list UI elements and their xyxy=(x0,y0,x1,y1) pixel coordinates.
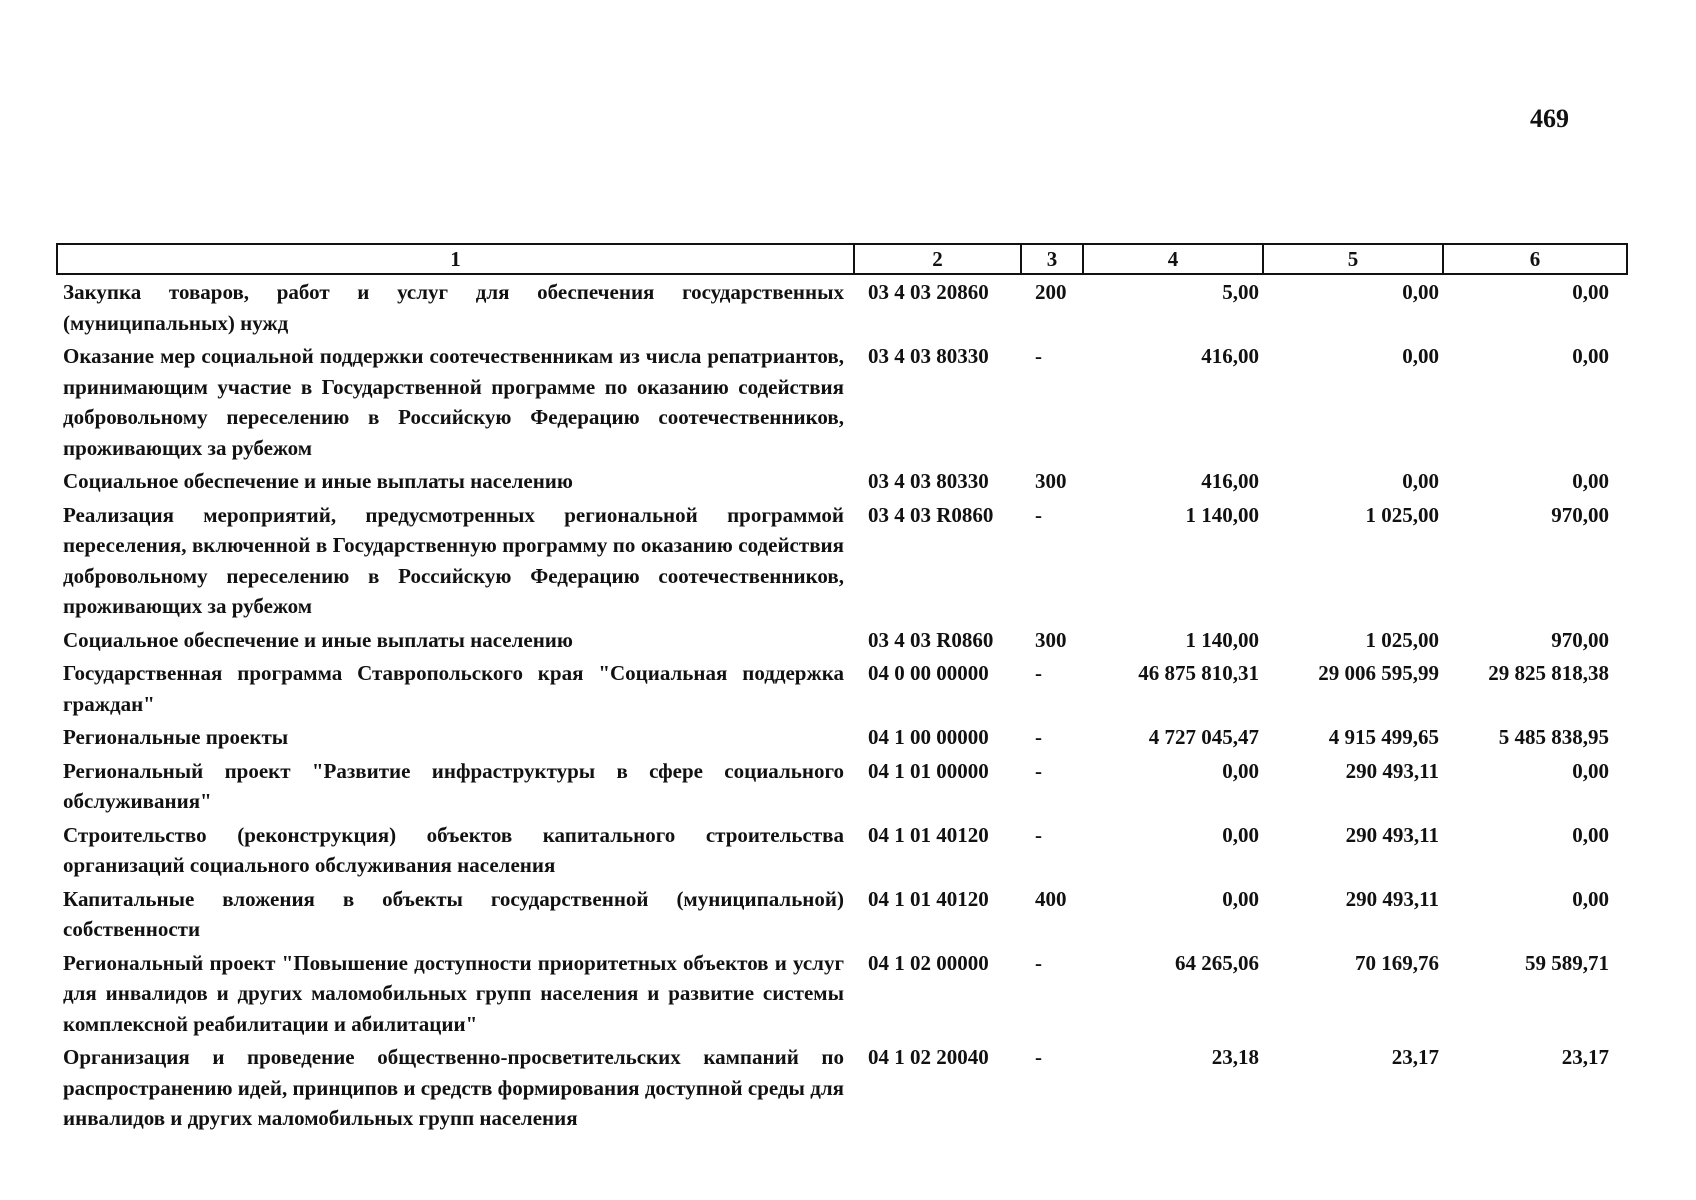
row-name: Региональные проекты xyxy=(63,725,289,749)
row-name: Региональный проект "Повышение доступности приоритетных объектов и услуг для инвалидов и других маломобильных групп населения и развитие системы комплексной реабилитации и абилитации" xyxy=(63,950,844,1036)
row-value-4: 4 727 045,47 xyxy=(1148,725,1259,749)
row-expense-type: - xyxy=(1035,344,1042,368)
row-value-6: 0,00 xyxy=(1572,469,1609,493)
row-code: 04 1 00 00000 xyxy=(868,725,989,749)
table-row xyxy=(57,274,1627,339)
row-expense-type: 300 xyxy=(1035,469,1067,493)
row-code: 04 1 02 20040 xyxy=(868,1045,989,1069)
row-value-5: 70 169,76 xyxy=(1355,950,1439,975)
row-value-6: 0,00 xyxy=(1572,280,1609,304)
row-value-4: 46 875 810,31 xyxy=(1138,661,1259,685)
row-value-4: 23,18 xyxy=(1211,1045,1259,1069)
row-code: 03 4 03 80330 xyxy=(868,469,989,493)
row-value-6: 0,00 xyxy=(1572,822,1609,847)
table-row xyxy=(57,818,1627,882)
table-row xyxy=(57,623,1627,657)
row-expense-type: - xyxy=(1035,502,1042,527)
row-name: Закупка товаров, работ и услуг для обеспечения государственных (муниципальных) нужд xyxy=(63,280,844,335)
row-value-5: 290 493,11 xyxy=(1345,758,1439,783)
table-row xyxy=(57,946,1627,1041)
page-number: 469 xyxy=(1530,104,1569,133)
row-value-6: 970,00 xyxy=(1551,627,1609,652)
header-row xyxy=(57,244,1627,274)
header-col-4: 4 xyxy=(1083,244,1263,274)
row-expense-type: - xyxy=(1035,822,1042,847)
table-row xyxy=(57,464,1627,498)
table-row xyxy=(57,656,1627,720)
header-col-6: 6 xyxy=(1443,244,1627,274)
row-value-5: 0,00 xyxy=(1402,469,1439,493)
row-code: 03 4 03 80330 xyxy=(868,344,989,368)
row-value-6: 0,00 xyxy=(1572,758,1609,783)
row-expense-type: 400 xyxy=(1035,886,1067,911)
row-code: 04 1 02 00000 xyxy=(868,950,989,975)
row-value-4: 5,00 xyxy=(1222,280,1259,304)
row-value-5: 1 025,00 xyxy=(1365,627,1439,652)
row-value-4: 416,00 xyxy=(1201,344,1259,368)
row-value-4: 64 265,06 xyxy=(1175,950,1259,975)
table-row xyxy=(57,754,1627,818)
table-row xyxy=(57,498,1627,623)
row-name: Социальное обеспечение и иные выплаты населению xyxy=(63,627,573,652)
row-expense-type: - xyxy=(1035,1045,1042,1069)
row-name: Социальное обеспечение и иные выплаты населению xyxy=(63,469,573,493)
row-code: 04 1 01 40120 xyxy=(868,822,989,847)
row-expense-type: 300 xyxy=(1035,627,1067,652)
row-name: Реализация мероприятий, предусмотренных региональной программой переселения, включенной в Государственную программу по оказанию содействия добровольному переселению в Российскую Федерацию соотечественников, проживающих за рубежом xyxy=(63,502,844,618)
row-name: Строительство (реконструкция) объектов капитального строительства организаций социального обслуживания населения xyxy=(63,822,844,877)
row-value-5: 29 006 595,99 xyxy=(1318,661,1439,685)
row-value-4: 416,00 xyxy=(1201,469,1259,493)
row-value-6: 0,00 xyxy=(1572,886,1609,911)
row-code: 03 4 03 20860 xyxy=(868,280,989,304)
row-value-6: 23,17 xyxy=(1561,1045,1609,1069)
row-code: 04 1 01 00000 xyxy=(868,758,989,783)
row-expense-type: - xyxy=(1035,758,1042,783)
row-code: 04 0 00 00000 xyxy=(868,661,989,685)
row-value-5: 290 493,11 xyxy=(1345,822,1439,847)
header-col-3: 3 xyxy=(1021,244,1083,274)
row-code: 03 4 03 R0860 xyxy=(868,502,994,527)
row-value-5: 23,17 xyxy=(1391,1045,1439,1069)
row-value-6: 0,00 xyxy=(1572,344,1609,368)
row-value-5: 1 025,00 xyxy=(1365,502,1439,527)
table-header xyxy=(57,244,1627,274)
row-value-4: 0,00 xyxy=(1222,886,1259,911)
table-row xyxy=(57,1040,1627,1135)
row-value-5: 290 493,11 xyxy=(1345,886,1439,911)
row-name: Государственная программа Ставропольского края "Социальная поддержка граждан" xyxy=(63,661,844,716)
table-body xyxy=(57,274,1627,1135)
row-value-6: 5 485 838,95 xyxy=(1498,725,1609,749)
row-value-4: 0,00 xyxy=(1222,822,1259,847)
row-expense-type: - xyxy=(1035,725,1042,749)
row-expense-type: - xyxy=(1035,950,1042,975)
row-value-4: 1 140,00 xyxy=(1185,627,1259,652)
row-value-4: 0,00 xyxy=(1222,758,1259,783)
row-value-6: 29 825 818,38 xyxy=(1488,661,1609,685)
table-row xyxy=(57,882,1627,946)
budget-table xyxy=(56,243,1628,1135)
row-value-5: 4 915 499,65 xyxy=(1328,725,1439,749)
row-name: Организация и проведение общественно-просветительских кампаний по распространению идей, принципов и средств формирования доступной среды для инвалидов и других маломобильных групп населения xyxy=(63,1045,844,1130)
table-row xyxy=(57,339,1627,464)
header-col-2: 2 xyxy=(854,244,1021,274)
row-value-6: 59 589,71 xyxy=(1525,950,1609,975)
header-col-1: 1 xyxy=(57,244,854,274)
row-value-6: 970,00 xyxy=(1551,502,1609,527)
row-name: Капитальные вложения в объекты государственной (муниципальной) собственности xyxy=(63,886,844,941)
row-value-5: 0,00 xyxy=(1402,344,1439,368)
row-expense-type: - xyxy=(1035,661,1042,685)
row-code: 03 4 03 R0860 xyxy=(868,627,994,652)
table-row xyxy=(57,720,1627,754)
row-value-5: 0,00 xyxy=(1402,280,1439,304)
row-expense-type: 200 xyxy=(1035,280,1067,304)
row-name: Региональный проект "Развитие инфраструктуры в сфере социального обслуживания" xyxy=(63,758,844,813)
header-col-5: 5 xyxy=(1263,244,1443,274)
row-name: Оказание мер социальной поддержки соотечественникам из числа репатриантов, принимающим участие в Государственной программе по оказанию содействия добровольному переселению в Российскую Федерацию соотечественников, проживающих за рубежом xyxy=(63,344,844,460)
row-value-4: 1 140,00 xyxy=(1185,502,1259,527)
row-code: 04 1 01 40120 xyxy=(868,886,989,911)
